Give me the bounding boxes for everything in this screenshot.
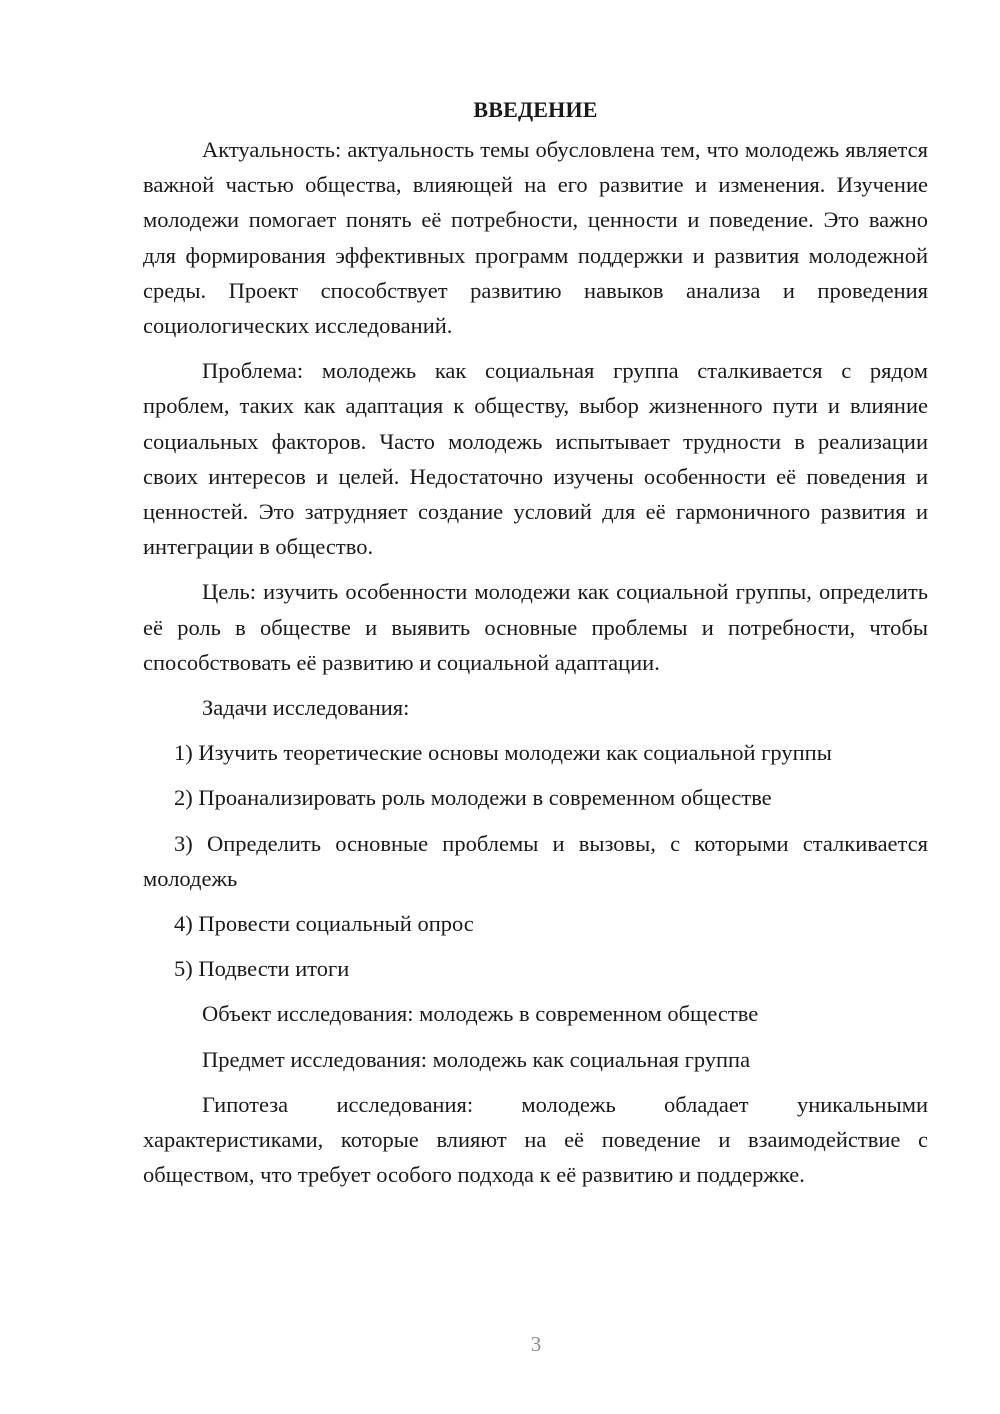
section-heading: ВВЕДЕНИЕ [473,97,598,122]
task-item-5: 5) Подвести итоги [174,956,350,982]
research-object: Объект исследования: молодежь в современном обществе [202,1001,759,1027]
page-number: 3 [530,1332,542,1356]
goal-paragraph: Цель: изучить особенности молодежи как социальной группы, определить её роль в обществе и выявить основные проблемы и потребности, чтобы способствовать её развитию и социальной адаптации. [143,579,928,675]
task-item-3: 3) Определить основные проблемы и вызовы, с которыми сталкивается молодежь [143,830,928,891]
relevance-paragraph: Актуальность: актуальность темы обусловлена тем, что молодежь является важной частью общества, влияющей на его развитие и изменения. Изучение молодежи помогает понять её потребности, ценности и поведение. Это важно для формирования эффективных программ поддержки и развития молодежной среды. Проект способствует развитию навыков анализа и проведения социологических исследований. [143,137,928,339]
task-item-4: 4) Провести социальный опрос [174,911,474,937]
task-item-2: 2) Проанализировать роль молодежи в современном обществе [174,785,772,811]
problem-paragraph: Проблема: молодежь как социальная группа сталкивается с рядом проблем, таких как адаптация к обществу, выбор жизненного пути и влияние социальных факторов. Часто молодежь испытывает трудности в реализации своих интересов и целей. Недостаточно изучены особенности её поведения и ценностей. Это затрудняет создание условий для её гармоничного развития и интеграции в общество. [143,358,928,560]
document-page [143,92,928,1202]
research-subject: Предмет исследования: молодежь как социальная группа [202,1046,751,1072]
tasks-label: Задачи исследования: [202,695,410,721]
research-hypothesis: Гипотеза исследования: молодежь обладает уникальными характеристиками, которые влияют на её поведение и взаимодействие с обществом, что требует особого подхода к её развитию и поддержке. [143,1091,928,1188]
task-item-1: 1) Изучить теоретические основы молодежи как социальной группы [174,740,832,766]
